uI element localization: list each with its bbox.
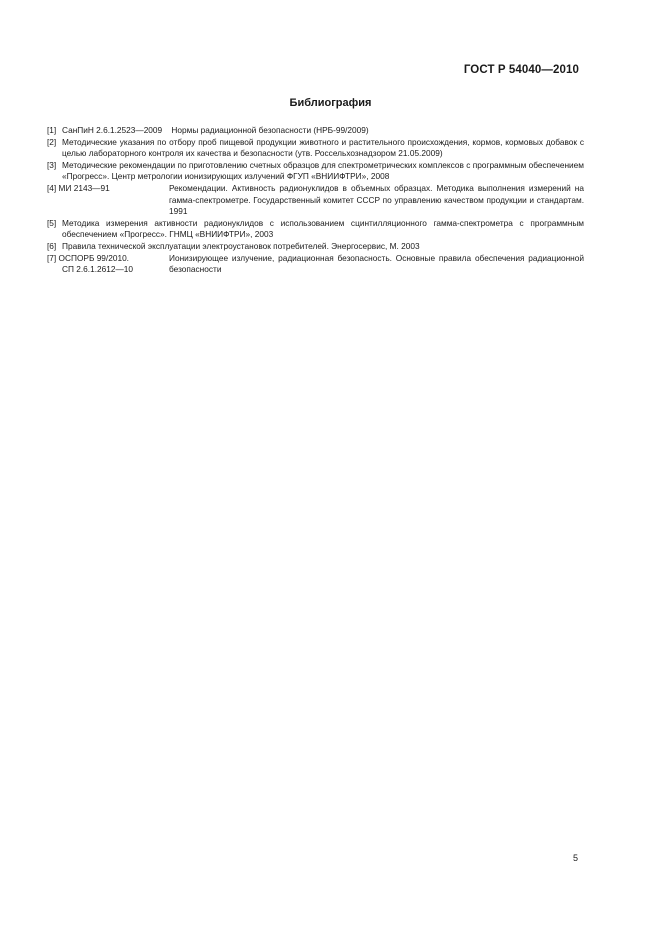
- reference-text: Рекомендации. Активность радионуклидов в объемных образцах. Методика выполнения измерений на гамма-спектрометре. Государственный комитет СССР по управлению качеством продукции и стандартам. 1991: [169, 182, 584, 217]
- reference-number: [2]: [47, 136, 57, 147]
- reference-item-3: [47, 160, 584, 183]
- reference-document-code-secondary: СП 2.6.1.2612—10: [62, 264, 134, 275]
- reference-text: Методические указания по отбору проб пищевой продукции животного и растительного происхождения, кормов, кормовых добавок с целью лабораторного контроля их качества и безопасности (утв. Россельхознадзором 21.05.2009): [62, 136, 584, 159]
- reference-text: Нормы радиационной безопасности (НРБ-99/2009): [171, 125, 369, 135]
- reference-item-7: [47, 253, 584, 276]
- reference-number: [1]: [47, 125, 57, 135]
- reference-number: [7]: [47, 252, 57, 263]
- reference-text: Методика измерения активности радионуклидов с использованием сцинтилляционного гамма-спектрометра с программным обеспечением «Прогресс». ГНМЦ «ВНИИФТРИ», 2003: [62, 217, 584, 240]
- reference-document-code: СанПиН 2.6.1.2523—2009: [62, 125, 163, 135]
- reference-text: Методические рекомендации по приготовлению счетных образцов для спектрометрических комплексов с программным обеспечением «Прогресс». Центр метрологии ионизирующих излучений ФГУП «ВНИИФТРИ», 2008: [62, 159, 584, 182]
- reference-document-code: ОСПОРБ 99/2010.: [58, 252, 129, 263]
- page-title: Библиография: [289, 97, 372, 109]
- reference-item-6: [47, 241, 584, 253]
- reference-item-1: [47, 125, 584, 137]
- page-number: 5: [572, 853, 578, 863]
- reference-number: [6]: [47, 240, 57, 251]
- document-standard-number: ГОСТ Р 54040—2010: [463, 64, 579, 76]
- reference-document-code: МИ 2143—91: [58, 182, 110, 193]
- reference-item-2: [47, 137, 584, 160]
- reference-number: [5]: [47, 217, 57, 228]
- bibliography-list: [47, 125, 584, 276]
- reference-text: Ионизирующее излучение, радиационная безопасность. Основные правила обеспечения радиационной безопасности: [169, 252, 584, 275]
- reference-number: [4]: [47, 182, 57, 193]
- reference-item-4: [47, 183, 584, 218]
- reference-item-5: [47, 218, 584, 241]
- reference-text: Правила технической эксплуатации электроустановок потребителей. Энергосервис, М. 2003: [62, 240, 420, 251]
- reference-number: [3]: [47, 159, 57, 170]
